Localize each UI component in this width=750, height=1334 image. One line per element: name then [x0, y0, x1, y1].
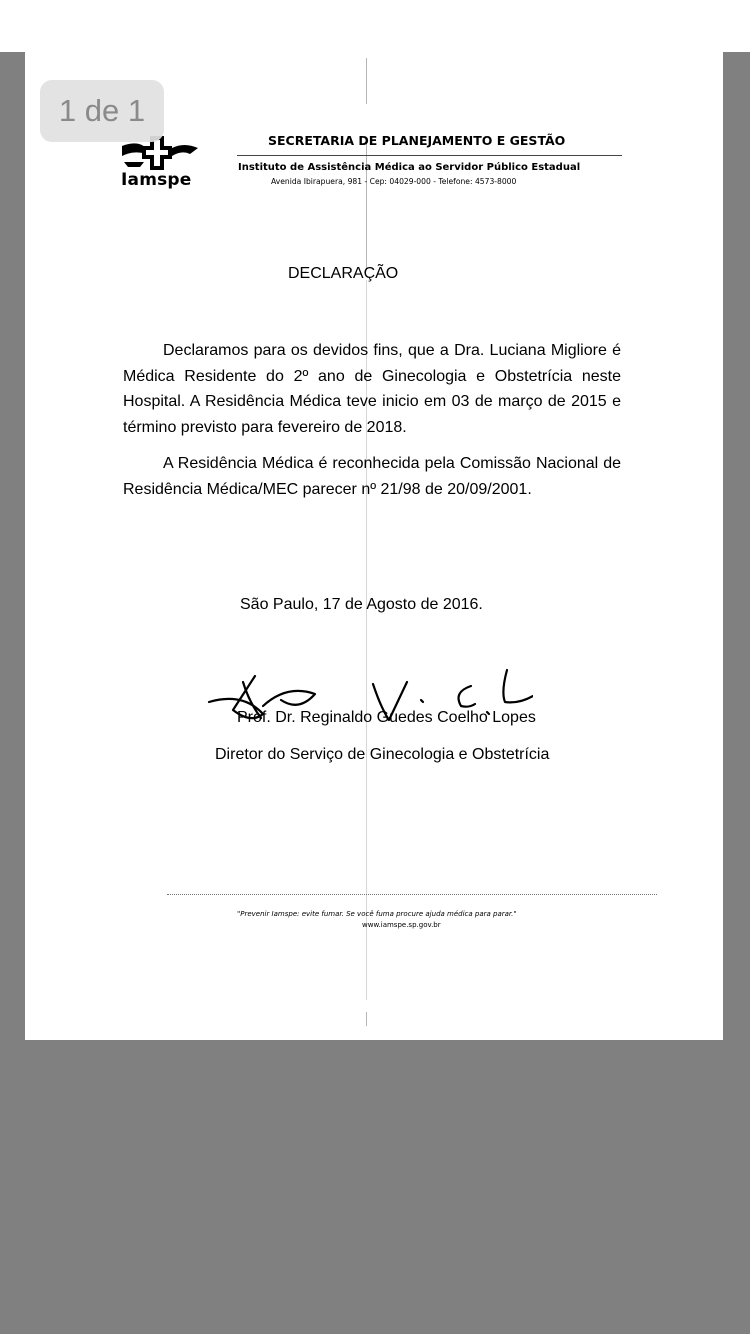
secretaria-heading: SECRETARIA DE PLANEJAMENTO E GESTÃO: [268, 133, 566, 148]
document-page[interactable]: [25, 52, 723, 1040]
signer-name: Prof. Dr. Reginaldo Guedes Coelho Lopes: [237, 709, 536, 726]
viewer-top-bar: [0, 0, 750, 52]
header-divider: [237, 155, 622, 156]
body-paragraph: A Residência Médica é reconhecida pela Comissão Nacional de Residência Médica/MEC parecer nº 21/98 de 20/09/2001.: [123, 454, 621, 498]
body-paragraph: Declaramos para os devidos fins, que a Dra. Luciana Migliore é Médica Residente do 2º ano de Ginecologia e Obstetrícia neste Hospital. A Residência Médica teve inicio em 03 de março de 2015 e término previsto para fevereiro de 2018.: [123, 342, 621, 437]
city-date: São Paulo, 17 de Agosto de 2016.: [240, 596, 483, 613]
page-indicator: 1 de 1: [40, 80, 164, 142]
footer-quote: "Prevenir Iamspe: evite fumar. Se você fuma procure ajuda médica para parar.": [237, 910, 517, 918]
footer-website: www.iamspe.sp.gov.br: [362, 921, 441, 929]
document-title: DECLARAÇÃO: [288, 265, 399, 282]
scan-crease: [366, 58, 367, 104]
institute-name: Instituto de Assistência Médica ao Servidor Público Estadual: [238, 162, 581, 173]
handwritten-signature: [203, 662, 533, 742]
signer-role: Diretor do Serviço de Ginecologia e Obstetrícia: [215, 746, 550, 763]
institute-address: Avenida Ibirapuera, 981 - Cep: 04029-000 - Telefone: 4573-8000: [271, 177, 517, 186]
document-body: [123, 338, 621, 512]
footer-divider: [167, 894, 657, 895]
scan-crease: [366, 1012, 367, 1026]
logo-name: Iamspe: [121, 170, 192, 190]
scan-crease: [366, 140, 367, 270]
